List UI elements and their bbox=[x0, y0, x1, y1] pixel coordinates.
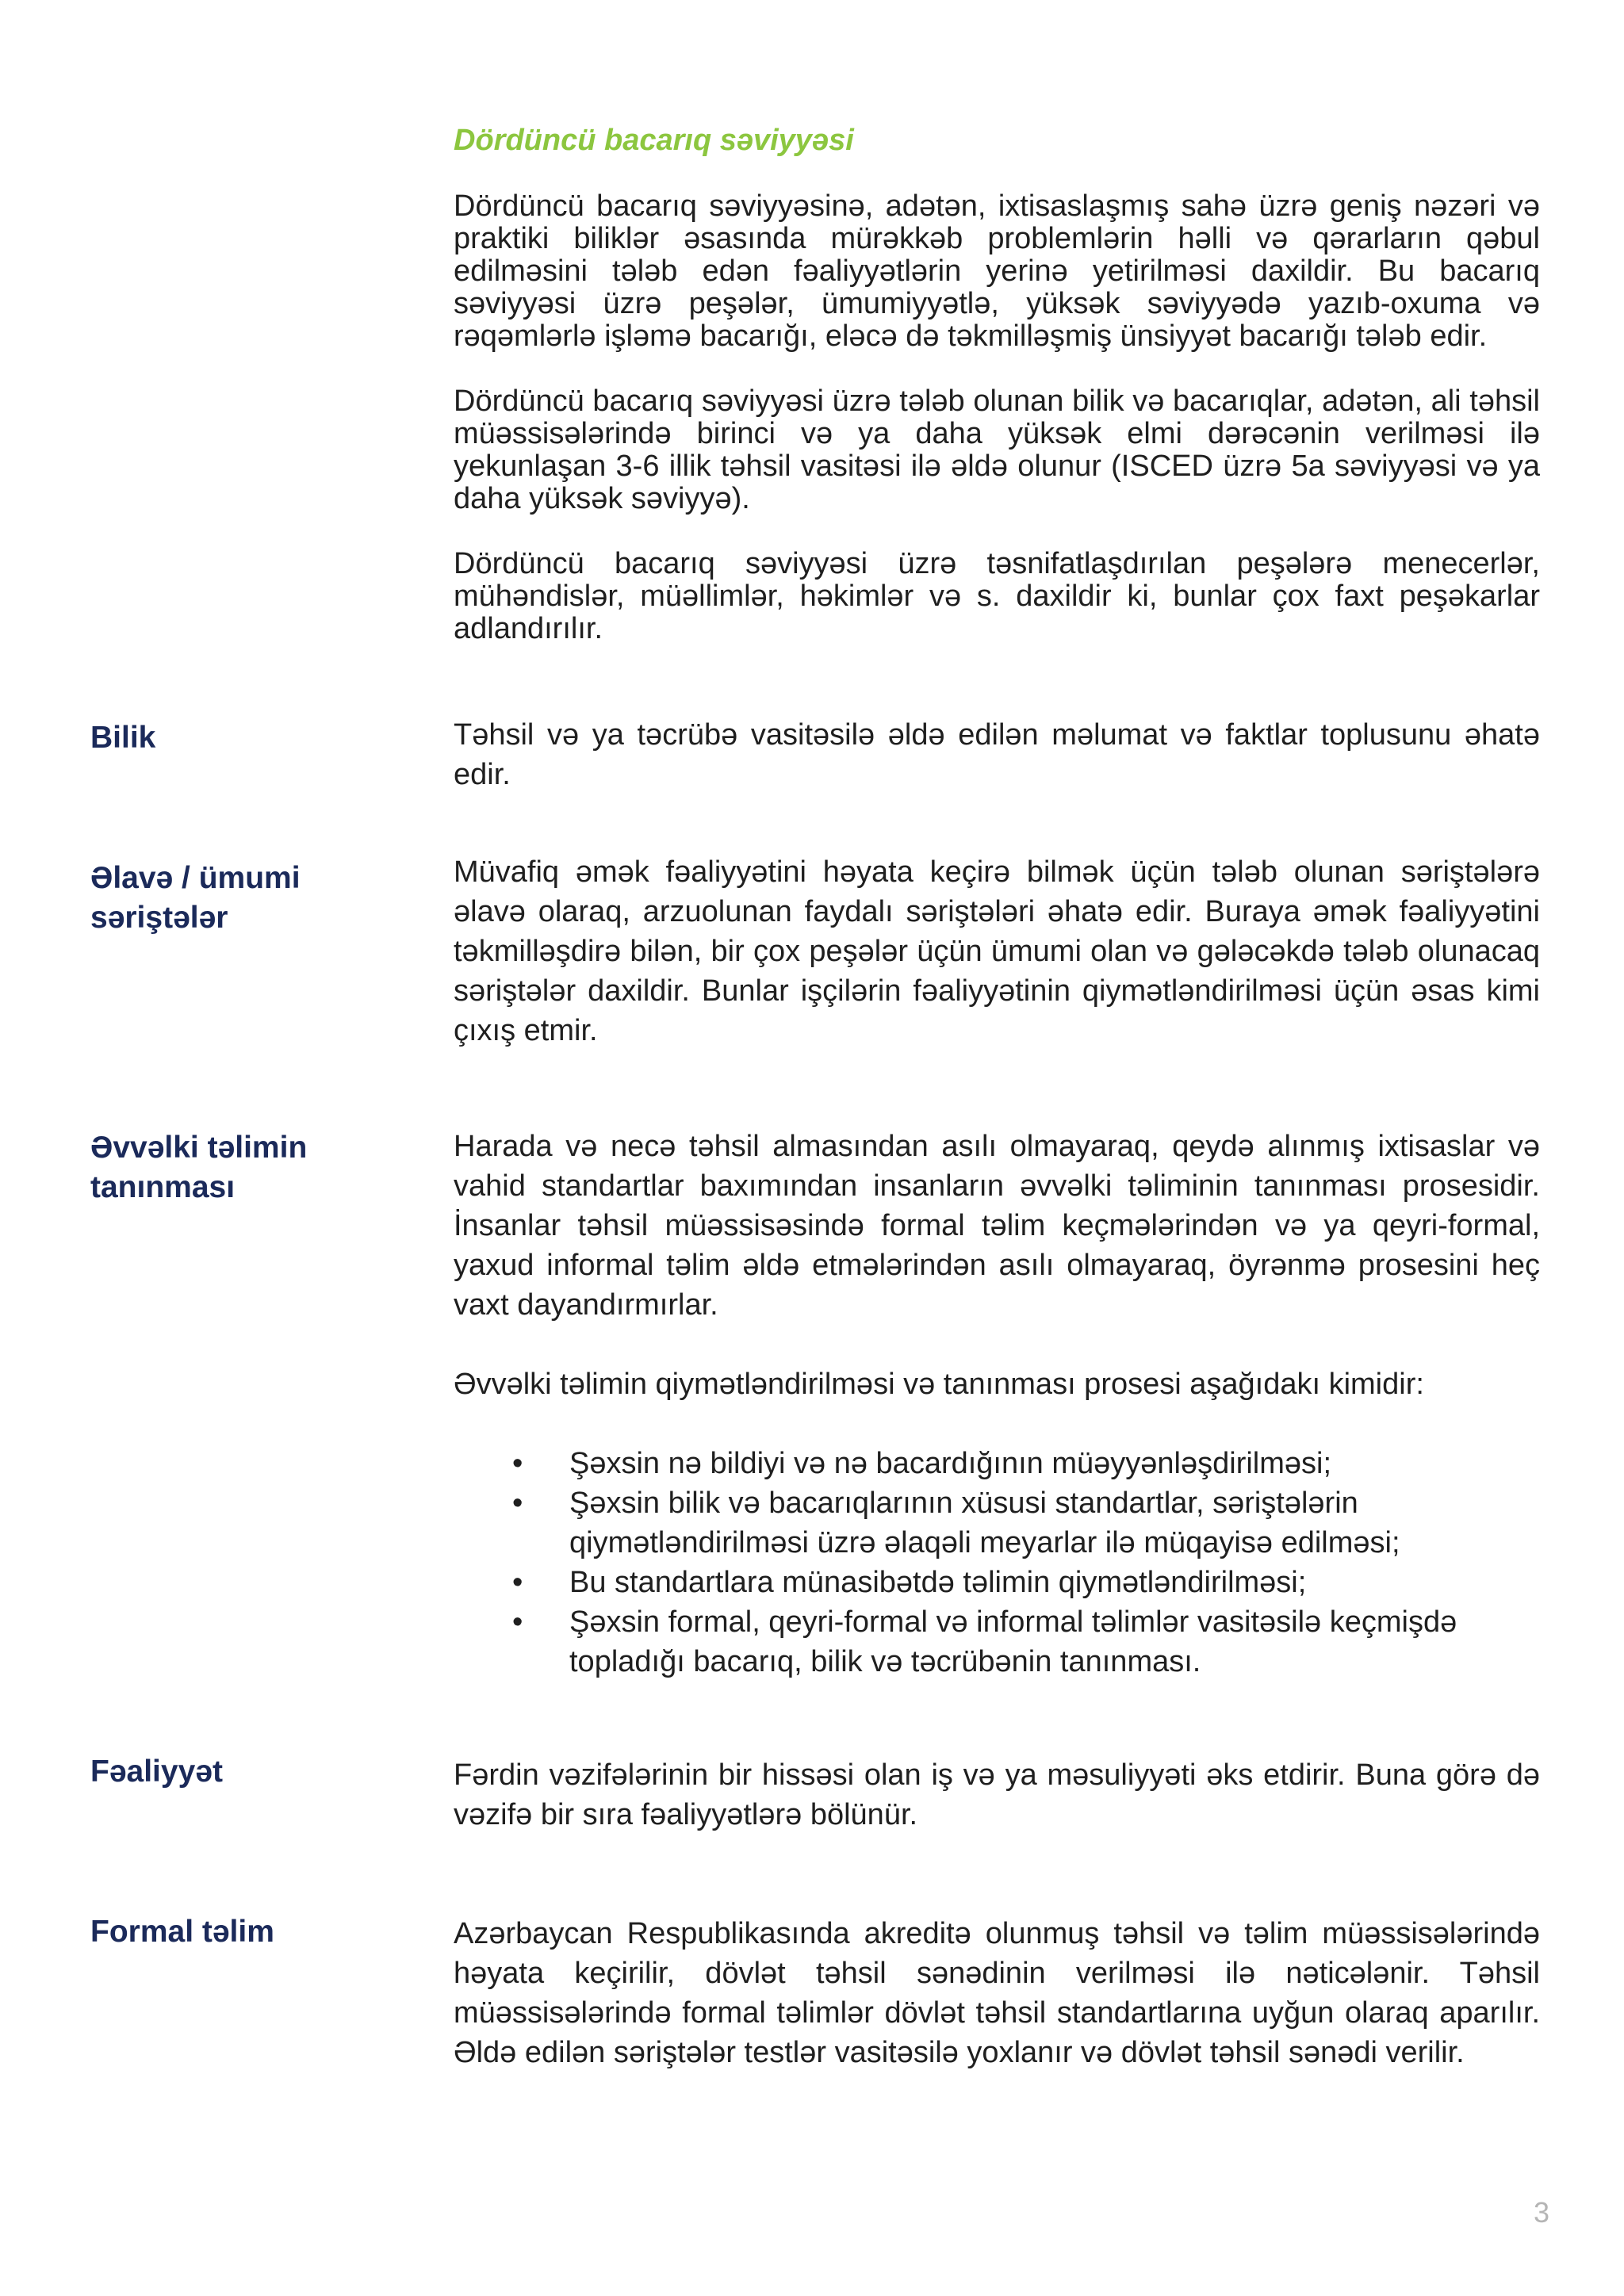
list-item bbox=[512, 1602, 1540, 1682]
term-evvelki-telimin-taninmasi: Əvvəlki təlimin tanınması bbox=[90, 1131, 308, 1204]
definition-paragraph: Fərdin vəzifələrinin bir hissəsi olan iş və ya məsuliyyəti əks etdirir. Buna görə də vəzifə bir sıra fəaliyyətlərə bölünür. bbox=[454, 1758, 1540, 1831]
section-subheading: Dördüncü bacarıq səviyyəsi bbox=[454, 124, 854, 157]
definition-elave-umumi-seristeler bbox=[454, 852, 1540, 1050]
definition-paragraph: Müvafiq əmək fəaliyyətini həyata keçirə bilmək üçün tələb olunan səriştələrə əlavə olaraq, arzuolunan faydalı səriştələri əhatə edir. Buraya əmək fəaliyyətini təkmilləşdirə bilən, bir çox peşələr üçün ümumi olan və gələcəkdə tələb olunacaq səriştələr daxildir. Bunlar işçilərin fəaliyyətinin qiymətləndirilməsi üçün əsas kimi çıxış etmir. bbox=[454, 855, 1540, 1047]
definition-evvelki-telimin-taninmasi bbox=[454, 1127, 1540, 1682]
list-item-text: Şəxsin nə bildiyi və nə bacardığının müəyyənləşdirilməsi; bbox=[569, 1447, 1332, 1480]
list-item-text: Bu standartlara münasibətdə təlimin qiymətləndirilməsi; bbox=[569, 1566, 1307, 1599]
term-bilik: Bilik bbox=[90, 721, 156, 755]
bullet-icon: • bbox=[512, 1487, 523, 1520]
list-item bbox=[512, 1483, 1540, 1563]
definition-bilik bbox=[454, 715, 1540, 794]
definition-paragraph: Təhsil və ya təcrübə vasitəsilə əldə edilən məlumat və faktlar toplusunu əhatə edir. bbox=[454, 718, 1540, 791]
intro-paragraph: Dördüncü bacarıq səviyyəsi üzrə təsnifatlaşdırılan peşələrə menecerlər, mühəndislər, müəllimlər, həkimlər və s. daxildir ki, bunlar çox faxt peşəkarlar adlandırılır. bbox=[454, 547, 1540, 645]
term-formal-telim: Formal təlim bbox=[90, 1915, 274, 1949]
definition-formal-telim bbox=[454, 1914, 1540, 2072]
bullet-icon: • bbox=[512, 1605, 523, 1639]
list-item-text: Şəxsin bilik və bacarıqlarının xüsusi standartlar, səriştələrin qiymətləndirilməsi üzrə əlaqəli meyarlar ilə müqayisə edilməsi; bbox=[569, 1487, 1400, 1559]
list-item-text: Şəxsin formal, qeyri-formal və informal təlimlər vasitəsilə keçmişdə topladığı bacarıq, bilik və təcrübənin tanınması. bbox=[569, 1605, 1457, 1678]
definition-paragraph: Əvvəlki təlimin qiymətləndirilməsi və tanınması prosesi aşağıdakı kimidir: bbox=[454, 1368, 1424, 1401]
definition-paragraph: Harada və necə təhsil almasından asılı olmayaraq, qeydə alınmış ixtisaslar və vahid standartlar baxımından insanların əvvəlki təliminin tanınması prosesidir. İnsanlar təhsil müəssisəsində formal təlim keçmələrindən və ya qeyri-formal, yaxud informal təlim əldə etmələrindən asılı olmayaraq, öyrənmə prosesini heç vaxt dayandırmırlar. bbox=[454, 1130, 1540, 1322]
list-item bbox=[512, 1563, 1540, 1602]
bullet-icon: • bbox=[512, 1566, 523, 1599]
definition-fealiyyet bbox=[454, 1755, 1540, 1835]
term-fealiyyet: Fəaliyyət bbox=[90, 1755, 223, 1789]
intro-paragraph: Dördüncü bacarıq səviyyəsinə, adətən, ixtisaslaşmış sahə üzrə geniş nəzəri və praktiki biliklər əsasında mürəkkəb problemlərin həlli və qərarların qəbul edilməsini tələb edən fəaliyyətlərin yerinə yetirilməsi daxildir. Bu bacarıq səviyyəsi üzrə peşələr, ümumiyyətlə, yüksək səviyyədə yazıb-oxuma və rəqəmlərlə işləmə bacarığı, eləcə də təkmilləşmiş ünsiyyət bacarığı tələb edir. bbox=[454, 189, 1540, 353]
intro-text bbox=[454, 190, 1540, 678]
list-item bbox=[512, 1444, 1540, 1483]
term-elave-umumi-seristeler: Əlavə / ümumi səriştələr bbox=[90, 861, 301, 935]
bullet-list bbox=[454, 1444, 1540, 1682]
definition-paragraph: Azərbaycan Respublikasında akreditə olunmuş təhsil və təlim müəssisələrində həyata keçirilir, dövlət təhsil sənədinin verilməsi ilə nəticələnir. Təhsil müəssisələrində formal təlimlər dövlət təhsil standartlarına uyğun olaraq aparılır. Əldə edilən səriştələr testlər vasitəsilə yoxlanır və dövlət təhsil sənədi verilir. bbox=[454, 1917, 1540, 2069]
bullet-icon: • bbox=[512, 1447, 523, 1480]
page-number: 3 bbox=[1534, 2196, 1550, 2229]
intro-paragraph: Dördüncü bacarıq səviyyəsi üzrə tələb olunan bilik və bacarıqlar, adətən, ali təhsil müəssisələrində birinci və ya daha yüksək elmi dərəcənin verilməsi ilə yekunlaşan 3-6 illik təhsil vasitəsi ilə əldə olunur (ISCED üzrə 5a səviyyəsi və ya daha yüksək səviyyə). bbox=[454, 385, 1540, 515]
